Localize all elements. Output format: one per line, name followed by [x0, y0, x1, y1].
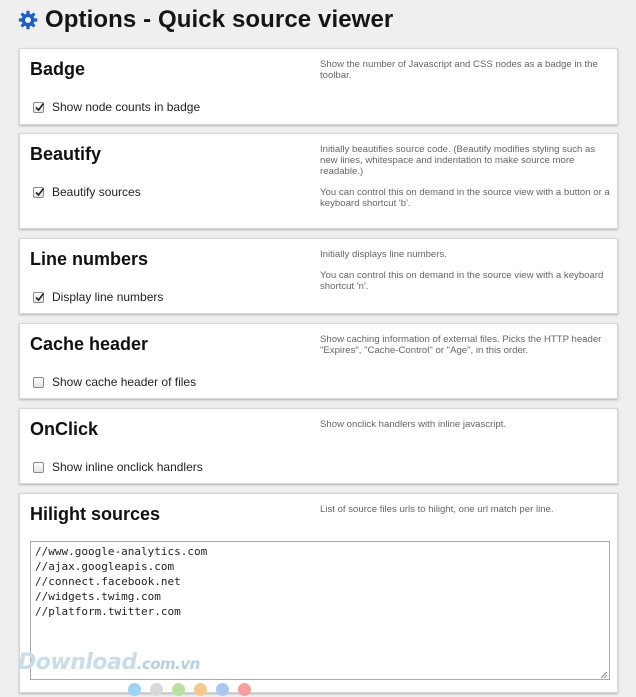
watermark-main: Download	[18, 650, 137, 675]
section-title: Badge	[30, 59, 86, 79]
decor-dot	[238, 683, 251, 696]
section-title: OnClick	[30, 419, 99, 439]
line-numbers-checkbox-row[interactable]	[33, 290, 163, 304]
section-badge	[19, 48, 618, 125]
onclick-checkbox-row[interactable]	[33, 460, 203, 474]
section-description	[320, 504, 612, 525]
checkbox-label: Show cache header of files	[52, 375, 197, 389]
section-description	[320, 59, 612, 91]
section-description	[320, 419, 612, 440]
description-text: Show caching information of external files. Picks the HTTP header "Expires", "Cache-Control" or "Age", in this order.	[320, 334, 602, 356]
onclick-checkbox[interactable]	[33, 462, 44, 473]
checkmark-icon	[34, 102, 45, 113]
beautify-checkbox[interactable]	[33, 187, 44, 198]
section-title: Cache header	[30, 334, 149, 354]
decor-dot	[128, 683, 141, 696]
description-text: Initially beautifies source code. (Beautify modifies styling such as new lines, whitespace and indentation to make source more readable.)	[320, 144, 596, 177]
checkbox-label: Show inline onclick handlers	[52, 460, 203, 474]
cache-header-checkbox-row[interactable]	[33, 375, 196, 389]
line-numbers-checkbox[interactable]	[33, 292, 44, 303]
section-title: Beautify	[30, 144, 102, 164]
section-cache-header	[19, 323, 618, 399]
badge-checkbox-row[interactable]	[33, 100, 200, 114]
checkbox-label: Beautify sources	[52, 185, 141, 199]
description-text: List of source files urls to hilight, one url match per line.	[320, 504, 554, 515]
decor-dot	[150, 683, 163, 696]
description-text: Show onclick handlers with inline javascript.	[320, 419, 507, 430]
description-text: You can control this on demand in the source view with a button or a keyboard shortcut 'b'.	[320, 187, 610, 209]
section-beautify	[19, 133, 618, 229]
checkbox-label: Show node counts in badge	[52, 100, 201, 114]
watermark-suffix: .com.vn	[136, 655, 200, 673]
section-description	[320, 144, 612, 219]
description-text: Show the number of Javascript and CSS nodes as a badge in the toolbar.	[320, 59, 598, 81]
resize-grip-icon[interactable]	[600, 671, 608, 679]
page-title: Options - Quick source viewer	[45, 6, 394, 33]
section-title: Line numbers	[30, 249, 149, 269]
gear-icon	[18, 10, 38, 30]
watermark	[18, 650, 200, 675]
decor-dot	[216, 683, 229, 696]
badge-checkbox[interactable]	[33, 102, 44, 113]
section-line-numbers	[19, 238, 618, 314]
section-title: Hilight sources	[30, 504, 161, 524]
section-onclick	[19, 408, 618, 484]
checkmark-icon	[34, 187, 45, 198]
watermark-dots	[128, 683, 260, 696]
checkmark-icon	[34, 292, 45, 303]
decor-dot	[194, 683, 207, 696]
cache-header-checkbox[interactable]	[33, 377, 44, 388]
checkbox-label: Display line numbers	[52, 290, 164, 304]
description-text: Initially displays line numbers.	[320, 249, 447, 260]
section-description	[320, 249, 612, 302]
beautify-checkbox-row[interactable]	[33, 185, 141, 199]
description-text: You can control this on demand in the source view with a keyboard shortcut 'n'.	[320, 270, 604, 292]
decor-dot	[172, 683, 185, 696]
page-header	[18, 4, 393, 36]
section-description	[320, 334, 612, 366]
